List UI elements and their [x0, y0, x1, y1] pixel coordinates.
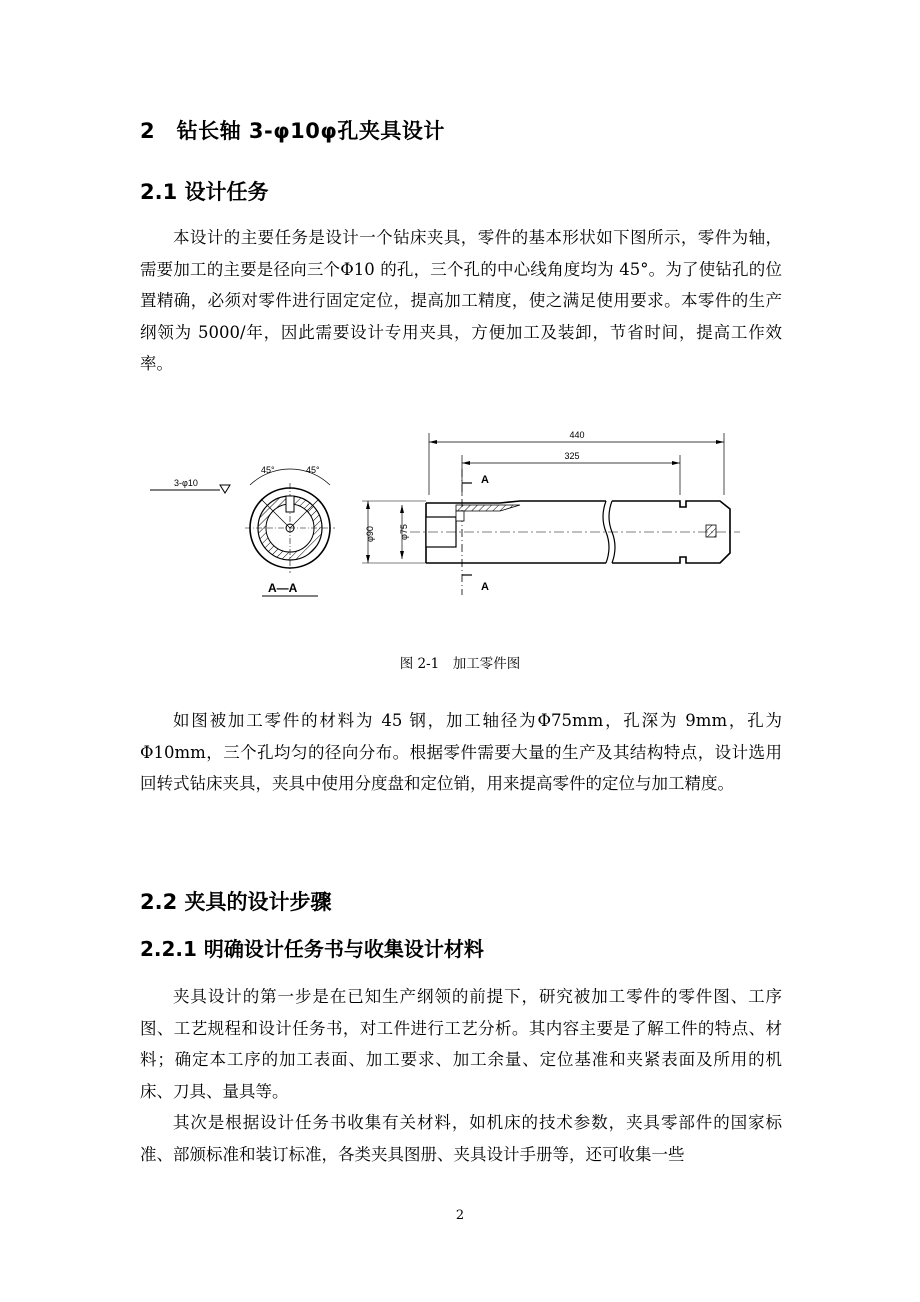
section-view-a-a: [150, 465, 335, 596]
angle-left-label: 45°: [261, 465, 275, 475]
part-drawing-svg: [140, 425, 780, 610]
section-heading-2-2: 2.2 夹具的设计步骤: [140, 890, 332, 914]
body-paragraph: 其次是根据设计任务书收集有关材料，如机床的技术参数，夹具零部件的国家标准、部颁标准和装订标准，各类夹具图册、夹具设计手册等，还可收集一些: [140, 1113, 782, 1164]
body-paragraph: 夹具设计的第一步是在已知生产纲领的前提下，研究被加工零件的零件图、工序图、工艺规程和设计任务书，对工件进行工艺分析。其内容主要是了解工件的特点、材料；确定本工序的加工表面、加工要求、加工余量、定位基准和夹紧表面及所用的机床、刀具、量具等。: [140, 987, 782, 1101]
subsection-2-2-1-body: [140, 981, 782, 1170]
cut-bottom-label: A: [481, 581, 489, 593]
hole-spec-label: 3-φ10: [174, 478, 198, 488]
section-heading-2-1: 2.1 设计任务: [140, 180, 269, 204]
section-a-a-label: A—A: [268, 581, 298, 595]
dia-outer-label: φ90: [365, 526, 375, 542]
dim-total-label: 440: [569, 430, 585, 440]
after-figure-paragraph: [140, 705, 782, 800]
angle-right-label: 45°: [306, 465, 320, 475]
dim-partial-label: 325: [564, 451, 580, 461]
chapter-heading: 2 钻长轴 3-φ10φ孔夹具设计: [140, 119, 445, 143]
body-paragraph: 如图被加工零件的材料为 45 钢，加工轴径为Φ75mm，孔深为 9mm，孔为Φ10mm，三个孔均匀的径向分布。根据零件需要大量的生产及其结构特点，设计选用回转式钻床夹具，夹具中使用分度盘和定位销，用来提高零件的定位与加工精度。: [140, 711, 782, 793]
body-paragraph: 本设计的主要任务是设计一个钻床夹具，零件的基本形状如下图所示，零件为轴，需要加工的主要是径向三个Φ10 的孔，三个孔的中心线角度均为 45°。为了使钻孔的位置精确，必须对零件进行固定定位，提高加工精度，使之满足使用要求。本零件的生产纲领为 5000/年，因此需要设计专用夹具，方便加工及装卸，节省时间，提高工作效率。: [140, 228, 782, 373]
section-2-1-paragraph: [140, 222, 782, 380]
page-number: 2: [455, 1208, 465, 1223]
part-drawing-figure: [140, 425, 780, 610]
cut-top-label: A: [481, 474, 489, 486]
dia-inner-label: φ75: [399, 524, 409, 540]
figure-caption: 图 2-1 加工零件图: [399, 656, 521, 672]
subsection-heading-2-2-1: 2.2.1 明确设计任务书与收集设计材料: [140, 937, 484, 961]
shaft-side-view: [362, 430, 740, 595]
